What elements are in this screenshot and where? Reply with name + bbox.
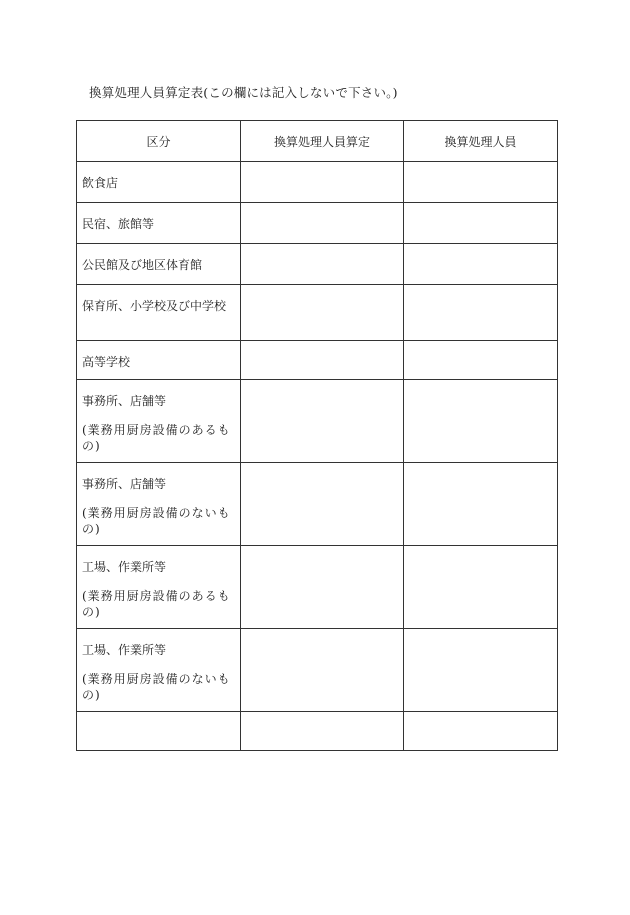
calculation-cell[interactable] bbox=[241, 203, 404, 244]
row-label-cell bbox=[77, 629, 241, 712]
persons-cell[interactable] bbox=[404, 244, 558, 285]
table-row bbox=[77, 285, 558, 341]
persons-cell[interactable] bbox=[404, 380, 558, 463]
table-row-blank bbox=[77, 712, 558, 751]
persons-cell[interactable] bbox=[404, 546, 558, 629]
persons-cell[interactable] bbox=[404, 629, 558, 712]
calculation-cell[interactable] bbox=[241, 244, 404, 285]
table-row bbox=[77, 244, 558, 285]
row-label-cell bbox=[77, 380, 241, 463]
persons-cell[interactable] bbox=[404, 712, 558, 751]
header-category: 区分 bbox=[77, 121, 241, 162]
calculation-cell[interactable] bbox=[241, 712, 404, 751]
persons-cell[interactable] bbox=[404, 285, 558, 341]
row-label: 保育所、小学校及び中学校 bbox=[82, 299, 227, 313]
row-label: 飲食店 bbox=[82, 176, 119, 190]
row-label: 民宿、旅館等 bbox=[82, 217, 155, 231]
table-row bbox=[77, 629, 558, 712]
row-label-cell bbox=[77, 203, 241, 244]
table-row bbox=[77, 162, 558, 203]
calculation-cell[interactable] bbox=[241, 285, 404, 341]
persons-cell[interactable] bbox=[404, 162, 558, 203]
header-persons: 換算処理人員 bbox=[404, 121, 558, 162]
table-row bbox=[77, 546, 558, 629]
calculation-cell[interactable] bbox=[241, 380, 404, 463]
row-label-cell bbox=[77, 546, 241, 629]
calculation-cell[interactable] bbox=[241, 341, 404, 380]
row-sublabel: (業務用厨房設備のないもの) bbox=[82, 506, 231, 536]
row-sublabel: (業務用厨房設備のあるもの) bbox=[82, 423, 231, 453]
row-label-cell bbox=[77, 244, 241, 285]
row-label: 工場、作業所等 bbox=[82, 643, 167, 657]
header-calculation: 換算処理人員算定 bbox=[241, 121, 404, 162]
calculation-cell[interactable] bbox=[241, 546, 404, 629]
calculation-cell[interactable] bbox=[241, 463, 404, 546]
table-row bbox=[77, 463, 558, 546]
row-label-cell bbox=[77, 162, 241, 203]
persons-cell[interactable] bbox=[404, 463, 558, 546]
row-label: 公民館及び地区体育館 bbox=[82, 258, 203, 272]
table-row bbox=[77, 203, 558, 244]
row-label: 事務所、店舗等 bbox=[82, 477, 167, 491]
table-header-row bbox=[77, 121, 558, 162]
row-label-cell bbox=[77, 341, 241, 380]
calculation-cell[interactable] bbox=[241, 162, 404, 203]
row-label-cell bbox=[77, 285, 241, 341]
row-label: 事務所、店舗等 bbox=[82, 394, 167, 408]
table-row bbox=[77, 341, 558, 380]
page-title: 換算処理人員算定表(この欄には記入しないで下さい。) bbox=[89, 85, 398, 100]
row-label-cell bbox=[77, 463, 241, 546]
row-label bbox=[82, 712, 235, 725]
calculation-table bbox=[76, 120, 558, 751]
row-sublabel: (業務用厨房設備のないもの) bbox=[82, 672, 231, 702]
row-label-cell[interactable] bbox=[77, 712, 241, 751]
row-label: 工場、作業所等 bbox=[82, 560, 167, 574]
persons-cell[interactable] bbox=[404, 341, 558, 380]
persons-cell[interactable] bbox=[404, 203, 558, 244]
table-row bbox=[77, 380, 558, 463]
calculation-cell[interactable] bbox=[241, 629, 404, 712]
row-sublabel: (業務用厨房設備のあるもの) bbox=[82, 589, 231, 619]
row-label: 高等学校 bbox=[82, 355, 131, 369]
